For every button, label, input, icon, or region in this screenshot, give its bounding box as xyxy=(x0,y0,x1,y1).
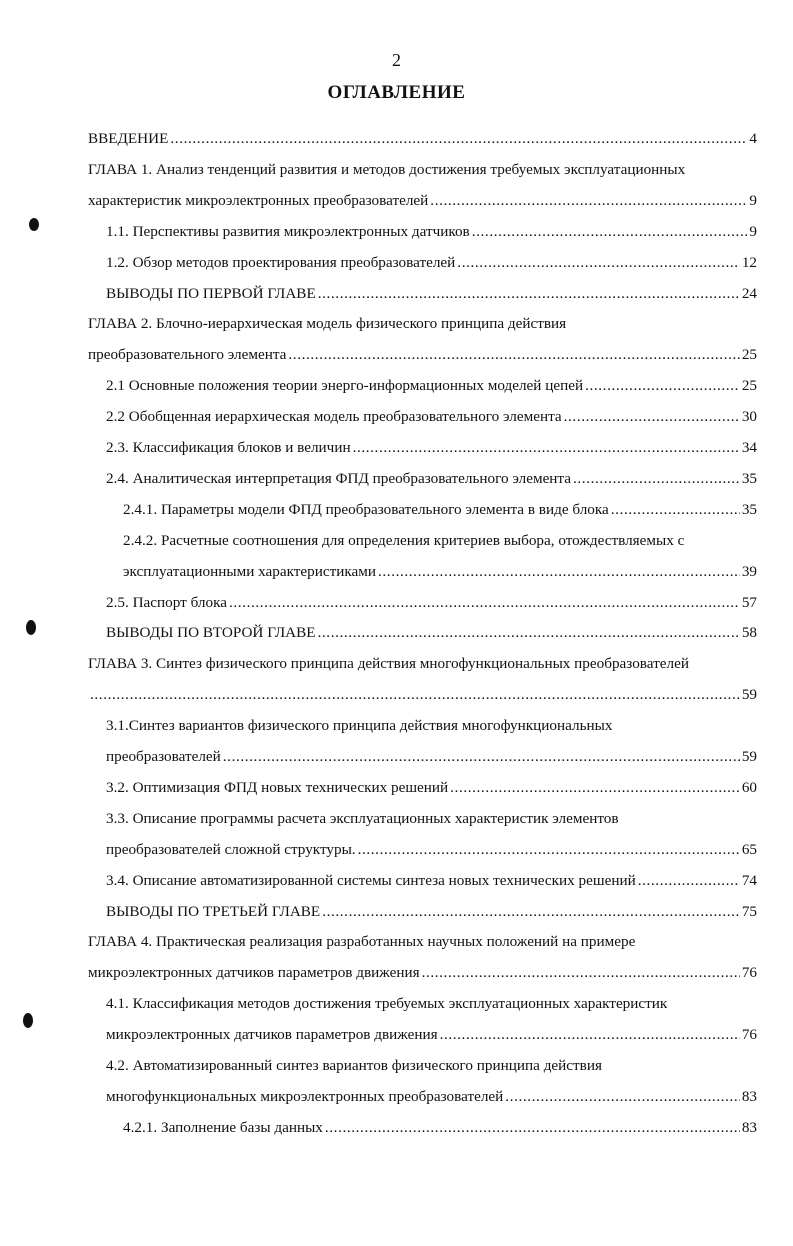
toc-entry-title: 3.1.Синтез вариантов физического принципа действия многофункциональных xyxy=(106,717,613,734)
toc-entry-page: 25 xyxy=(741,377,757,394)
toc-entry-page: 74 xyxy=(741,872,757,889)
toc-entry-title: 3.3. Описание программы расчета эксплуатационных характеристик элементов xyxy=(106,810,619,827)
toc-entry xyxy=(123,561,757,583)
toc-entry-title: 2.1 Основные положения теории энерго-информационных моделей цепей xyxy=(106,377,584,394)
toc-entry xyxy=(106,993,667,1015)
toc-entry xyxy=(88,931,635,953)
toc-entry-title: 2.4.2. Расчетные соотношения для определения критериев выбора, отождествляемых с xyxy=(123,532,685,549)
toc-entry xyxy=(106,622,757,644)
toc-entry-page: 35 xyxy=(741,470,757,487)
toc-dot-leader xyxy=(472,221,748,243)
toc-dot-leader xyxy=(450,777,740,799)
toc-entry-title: микроэлектронных датчиков параметров движения xyxy=(106,1026,438,1043)
toc-entry-title: 4.2.1. Заполнение базы данных xyxy=(123,1119,323,1136)
toc-entry-page: 59 xyxy=(741,748,757,765)
toc-entry-title: 2.2 Обобщенная иерархическая модель преобразовательного элемента xyxy=(106,408,562,425)
toc-entry-title: эксплуатационными характеристиками xyxy=(123,563,376,580)
toc-entry-title: 2.4.1. Параметры модели ФПД преобразовательного элемента в виде блока xyxy=(123,501,609,518)
punch-hole-mark xyxy=(26,620,36,635)
toc-entry-page: 25 xyxy=(741,346,757,363)
toc-entry-page: 39 xyxy=(741,563,757,580)
page-number: 2 xyxy=(392,50,401,70)
toc-entry-page: 9 xyxy=(749,192,757,209)
toc-dot-leader xyxy=(288,344,739,366)
toc-entry xyxy=(106,901,757,923)
toc-entry-page: 83 xyxy=(741,1119,757,1136)
toc-dot-leader xyxy=(505,1086,740,1108)
toc-dot-leader xyxy=(358,839,740,861)
toc-entry xyxy=(88,190,757,212)
toc-entry-page: 58 xyxy=(741,624,757,641)
toc-entry xyxy=(106,1086,757,1108)
toc-entry xyxy=(88,128,757,150)
toc-entry-title: 1.1. Перспективы развития микроэлектронных датчиков xyxy=(106,223,470,240)
toc-dot-leader xyxy=(638,870,740,892)
toc-entry-title: преобразовательного элемента xyxy=(88,346,287,363)
toc-entry-title: многофункциональных микроэлектронных преобразователей xyxy=(106,1088,504,1105)
toc-entry-title: 3.2. Оптимизация ФПД новых технических решений xyxy=(106,779,449,796)
toc-dot-leader xyxy=(170,128,747,150)
toc-dot-leader xyxy=(585,375,740,397)
toc-entry-title: характеристик микроэлектронных преобразователей xyxy=(88,192,429,209)
toc-entry-title: ВЫВОДЫ ПО ТРЕТЬЕЙ ГЛАВЕ xyxy=(106,903,321,920)
toc-entry-title: микроэлектронных датчиков параметров движения xyxy=(88,964,420,981)
toc-entry-title: ГЛАВА 3. Синтез физического принципа действия многофункциональных преобразователей xyxy=(88,655,689,672)
toc-entry-page: 4 xyxy=(749,130,757,147)
toc-entry-page: 59 xyxy=(741,686,757,703)
toc-entry-title: 3.4. Описание автоматизированной системы синтеза новых технических решений xyxy=(106,872,636,889)
toc-entry xyxy=(123,530,684,552)
toc-entry-title: 4.1. Классификация методов достижения требуемых эксплуатационных характеристик xyxy=(106,995,668,1012)
toc-entry-page: 75 xyxy=(741,903,757,920)
toc-entry xyxy=(106,746,757,768)
toc-entry xyxy=(88,962,757,984)
toc-dot-leader xyxy=(378,561,740,583)
toc-dot-leader xyxy=(430,190,747,212)
toc-entry xyxy=(106,777,757,799)
toc-entry xyxy=(106,1024,757,1046)
toc-entry-title: преобразователей xyxy=(106,748,221,765)
toc-dot-leader xyxy=(90,684,740,706)
toc-entry xyxy=(106,1055,602,1077)
toc-entry xyxy=(88,653,689,675)
toc-dot-leader xyxy=(611,499,740,521)
toc-entry xyxy=(106,870,757,892)
toc-entry-page: 57 xyxy=(741,594,757,611)
toc-dot-leader xyxy=(325,1117,740,1139)
toc-entry xyxy=(106,406,757,428)
toc-entry-title: 2.4. Аналитическая интерпретация ФПД преобразовательного элемента xyxy=(106,470,571,487)
toc-entry xyxy=(106,283,757,305)
toc-entry-page: 65 xyxy=(741,841,757,858)
toc-dot-leader xyxy=(318,622,740,644)
toc-entry-page: 9 xyxy=(749,223,757,240)
toc-entry-title: 1.2. Обзор методов проектирования преобразователей xyxy=(106,254,456,271)
page-title: ОГЛАВЛЕНИЕ xyxy=(327,82,466,103)
toc-entry xyxy=(106,808,619,830)
toc-dot-leader xyxy=(573,468,740,490)
toc-entry-page: 12 xyxy=(741,254,757,271)
toc-entry xyxy=(106,839,757,861)
toc-entry-page: 76 xyxy=(741,1026,757,1043)
toc-entry xyxy=(106,468,757,490)
toc-entry xyxy=(106,715,612,737)
toc-dot-leader xyxy=(353,437,740,459)
toc-entry xyxy=(88,313,566,335)
toc-dot-leader xyxy=(322,901,740,923)
toc-entry-title: ВЫВОДЫ ПО ПЕРВОЙ ГЛАВЕ xyxy=(106,285,316,302)
toc-dot-leader xyxy=(440,1024,740,1046)
toc-entry-title: ГЛАВА 2. Блочно-иерархическая модель физического принципа действия xyxy=(88,315,567,332)
toc-entry-page: 60 xyxy=(741,779,757,796)
toc-entry xyxy=(106,252,757,274)
toc-entry-title: ГЛАВА 1. Анализ тенденций развития и методов достижения требуемых эксплуатационных xyxy=(88,161,686,178)
toc-dot-leader xyxy=(564,406,740,428)
toc-entry-title: 4.2. Автоматизированный синтез вариантов физического принципа действия xyxy=(106,1057,602,1074)
toc-entry-title: ГЛАВА 4. Практическая реализация разработанных научных положений на примере xyxy=(88,933,636,950)
toc-entry-page: 35 xyxy=(741,501,757,518)
toc-entry xyxy=(106,221,757,243)
toc-entry-page: 24 xyxy=(741,285,757,302)
toc-dot-leader xyxy=(422,962,740,984)
toc-entry-title: ВВЕДЕНИЕ xyxy=(88,130,169,147)
toc-entry-title: преобразователей сложной структуры. xyxy=(106,841,356,858)
toc-entry-page: 76 xyxy=(741,964,757,981)
toc-entry-page: 83 xyxy=(741,1088,757,1105)
toc-dot-leader xyxy=(229,592,740,614)
toc-dot-leader xyxy=(457,252,740,274)
toc-entry-title: ВЫВОДЫ ПО ВТОРОЙ ГЛАВЕ xyxy=(106,624,316,641)
toc-dot-leader xyxy=(223,746,740,768)
toc-entry xyxy=(106,375,757,397)
toc-entry-title: 2.5. Паспорт блока xyxy=(106,594,227,611)
toc-entry xyxy=(106,592,757,614)
toc-entry-page: 34 xyxy=(741,439,757,456)
toc-entry-title: 2.3. Классификация блоков и величин xyxy=(106,439,351,456)
toc-entry xyxy=(88,159,685,181)
toc-entry-page: 30 xyxy=(741,408,757,425)
punch-hole-mark xyxy=(23,1013,33,1028)
punch-hole-mark xyxy=(29,218,39,231)
toc-entry xyxy=(88,344,757,366)
toc-entry xyxy=(106,437,757,459)
toc-entry xyxy=(123,499,757,521)
toc-entry xyxy=(123,1117,757,1139)
toc-dot-leader xyxy=(318,283,740,305)
toc-entry xyxy=(88,684,757,706)
